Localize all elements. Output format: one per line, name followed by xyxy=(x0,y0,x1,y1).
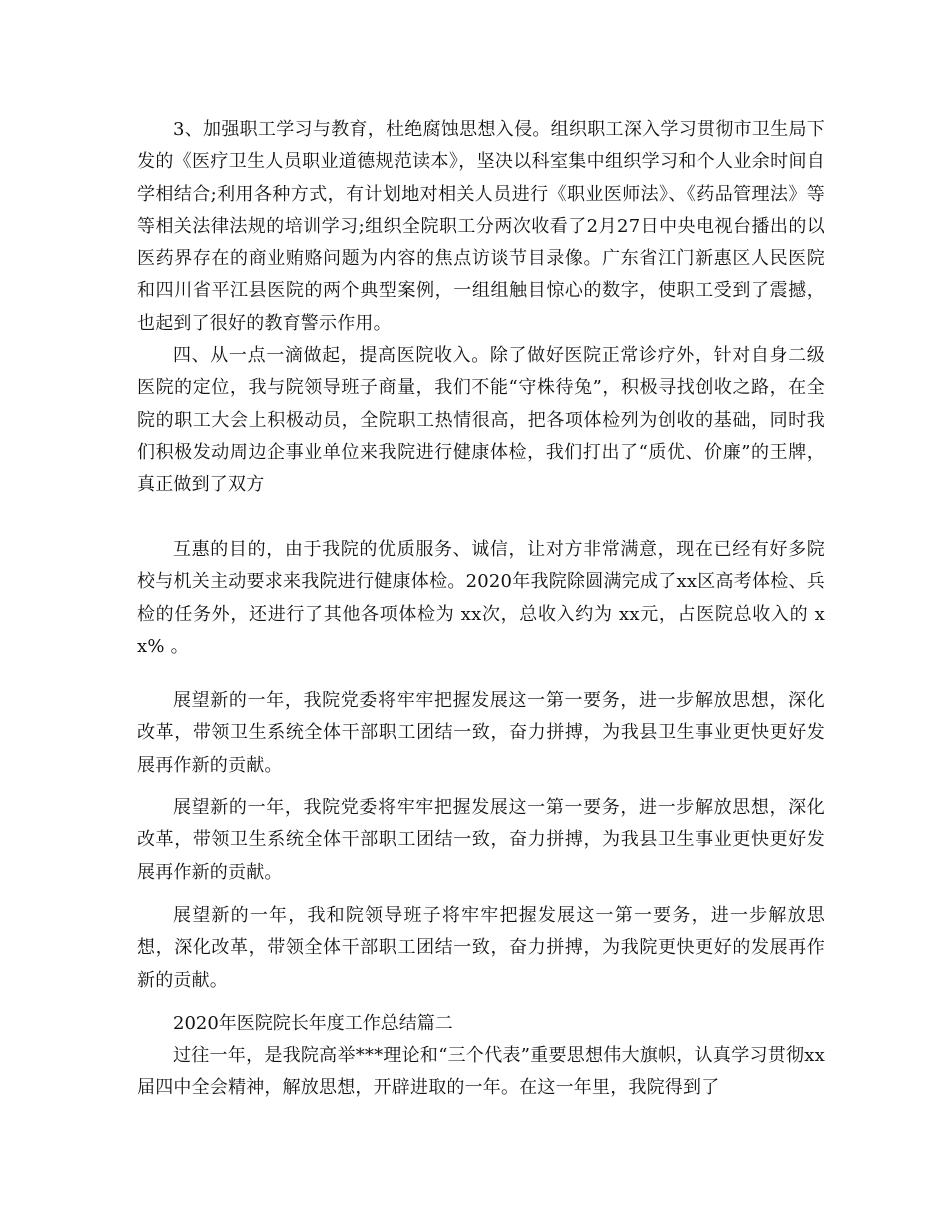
paragraph-study-education: 3、加强职工学习与教育，杜绝腐蚀思想入侵。组织职工深入学习贯彻市卫生局下发的《医疗卫生人员职业道德规范读本》，坚决以科室集中组织学习和个人业余时间自学相结合;利用各种方式，有计划地对相关人员进行《职业医师法》、《药品管理法》等等相关法律法规的培训学习;组织全院职工分两次收看了2月27日中央电视台播出的以医药界存在的商业贿赂问题为内容的焦点访谈节目录像。广东省江门新惠区人民医院和四川省平江县医院的两个典型案例，一组组触目惊心的数字，使职工受到了震撼，也起到了很好的教育警示作用。 xyxy=(137,119,825,334)
paragraph-increase-income: 四、从一点一滴做起，提高医院收入。除了做好医院正常诊疗外，针对自身二级医院的定位，我与院领导班子商量，我们不能“守株待兔”，积极寻找创收之路，在全院的职工大会上积极动员，全院职工热情很高，把各项体检列为创收的基础，同时我们积极发动周边企事业单位来我院进行健康体检，我们打出了“质优、价廉”的王牌，真正做到了双方 xyxy=(137,345,825,496)
section-heading: 2020年医院院长年度工作总结篇二 xyxy=(173,1013,453,1034)
paragraph-outlook-3: 展望新的一年，我和院领导班子将牢牢把握发展这一第一要务，进一步解放思想，深化改革，带领全体干部职工团结一致，奋力拼搏，为我院更快更好的发展再作新的贡献。 xyxy=(137,905,825,991)
paragraph-outlook-2: 展望新的一年，我院党委将牢牢把握发展这一第一要务，进一步解放思想，深化改革，带领卫生系统全体干部职工团结一致，奋力拼搏，为我县卫生事业更快更好发展再作新的贡献。 xyxy=(137,797,825,883)
paragraph-outlook-1: 展望新的一年，我院党委将牢牢把握发展这一第一要务，进一步解放思想，深化改革，带领卫生系统全体干部职工团结一致，奋力拼搏，为我县卫生事业更快更好发展再作新的贡献。 xyxy=(137,690,825,776)
paragraph-past-year: 过往一年，是我院高举***理论和“三个代表”重要思想伟大旗帜，认真学习贯彻xx届四中全会精神，解放思想，开辟进取的一年。在这一年里，我院得到了 xyxy=(137,1045,825,1099)
paragraph-mutual-benefit: 互惠的目的，由于我院的优质服务、诚信，让对方非常满意，现在已经有好多院校与机关主动要求来我院进行健康体检。2020年我院除圆满完成了xx区高考体检、兵检的任务外，还进行了其他各项体检为 xx次，总收入约为 xx元，占医院总收入的 xx% 。 xyxy=(137,539,825,657)
